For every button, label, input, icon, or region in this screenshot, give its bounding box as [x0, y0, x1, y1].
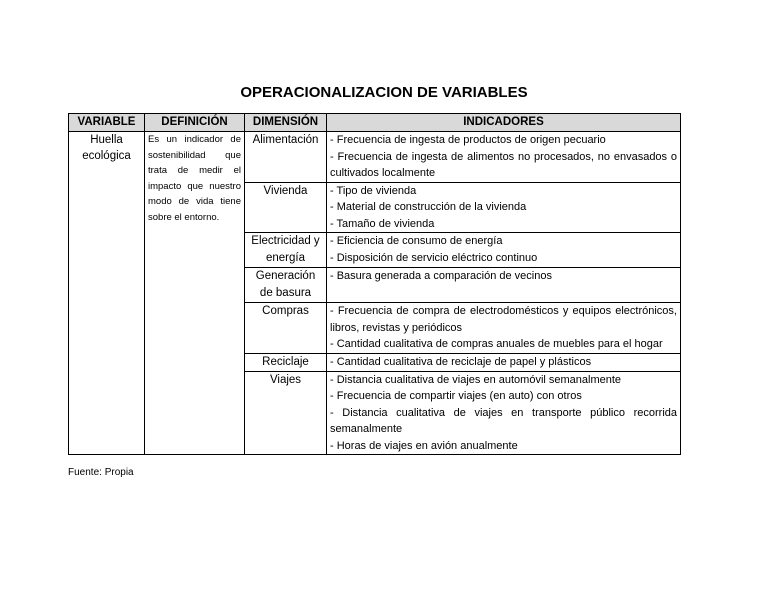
header-indicators: INDICADORES [327, 114, 681, 132]
dimension-cell: Viajes [245, 371, 327, 455]
indicator-item: - Material de construcción de la vivienda [330, 201, 527, 213]
definition-cell: Es un indicador de sostenibilidad que trata de medir el impacto que nuestro modo de vida tiene sobre el entorno. [145, 132, 245, 455]
indicators-cell [327, 353, 681, 371]
dimension-cell: Reciclaje [245, 353, 327, 371]
dimension-cell: Alimentación [245, 132, 327, 183]
header-definition: DEFINICIÓN [145, 114, 245, 132]
operationalization-table [68, 113, 681, 455]
indicators-cell [327, 132, 681, 183]
indicator-item: - Distancia cualitativa de viajes en automóvil semanalmente [330, 373, 622, 386]
header-variable: VARIABLE [69, 114, 145, 132]
indicator-item: - Horas de viajes en avión anualmente [330, 439, 518, 452]
indicator-item: - Disposición de servicio eléctrico continuo [330, 251, 538, 264]
indicators-cell [327, 371, 681, 455]
dimension-cell: Compras [245, 303, 327, 354]
indicator-item: - Frecuencia de ingesta de productos de origen pecuario [330, 134, 606, 146]
indicator-item: - Tipo de vivienda [330, 184, 417, 197]
indicators-cell [327, 233, 681, 268]
indicator-item: - Frecuencia de compartir viajes (en auto) con otros [330, 390, 582, 402]
indicator-item: - Cantidad cualitativa de reciclaje de papel y plásticos [330, 355, 592, 368]
indicators-cell [327, 303, 681, 354]
dimension-cell: Generación de basura [245, 268, 327, 303]
page-title: OPERACIONALIZACION DE VARIABLES [240, 84, 528, 101]
indicator-item: - Cantidad cualitativa de compras anuales de muebles para el hogar [330, 338, 663, 350]
variable-cell: Huella ecológica [69, 132, 145, 455]
table-header-row [69, 114, 681, 132]
indicators-cell [327, 182, 681, 233]
indicators-cell [327, 268, 681, 303]
indicator-item: - Tamaño de vivienda [330, 217, 435, 230]
dimension-cell: Electricidad y energía [245, 233, 327, 268]
indicator-item: - Frecuencia de ingesta de alimentos no procesados, no envasados o cultivados localmente [330, 150, 677, 179]
dimension-cell: Vivienda [245, 182, 327, 233]
indicator-item: - Distancia cualitativa de viajes en transporte público recorrida semanalmente [330, 406, 677, 435]
indicator-item: - Frecuencia de compra de electrodomésticos y equipos electrónicos, libros, revistas y periódicos [330, 305, 677, 334]
table-row [69, 132, 681, 183]
header-dimension: DIMENSIÓN [245, 114, 327, 132]
indicator-item: - Basura generada a comparación de vecinos [330, 270, 552, 282]
indicator-item: - Eficiencia de consumo de energía [330, 235, 503, 247]
source-note: Fuente: Propia [68, 467, 134, 478]
